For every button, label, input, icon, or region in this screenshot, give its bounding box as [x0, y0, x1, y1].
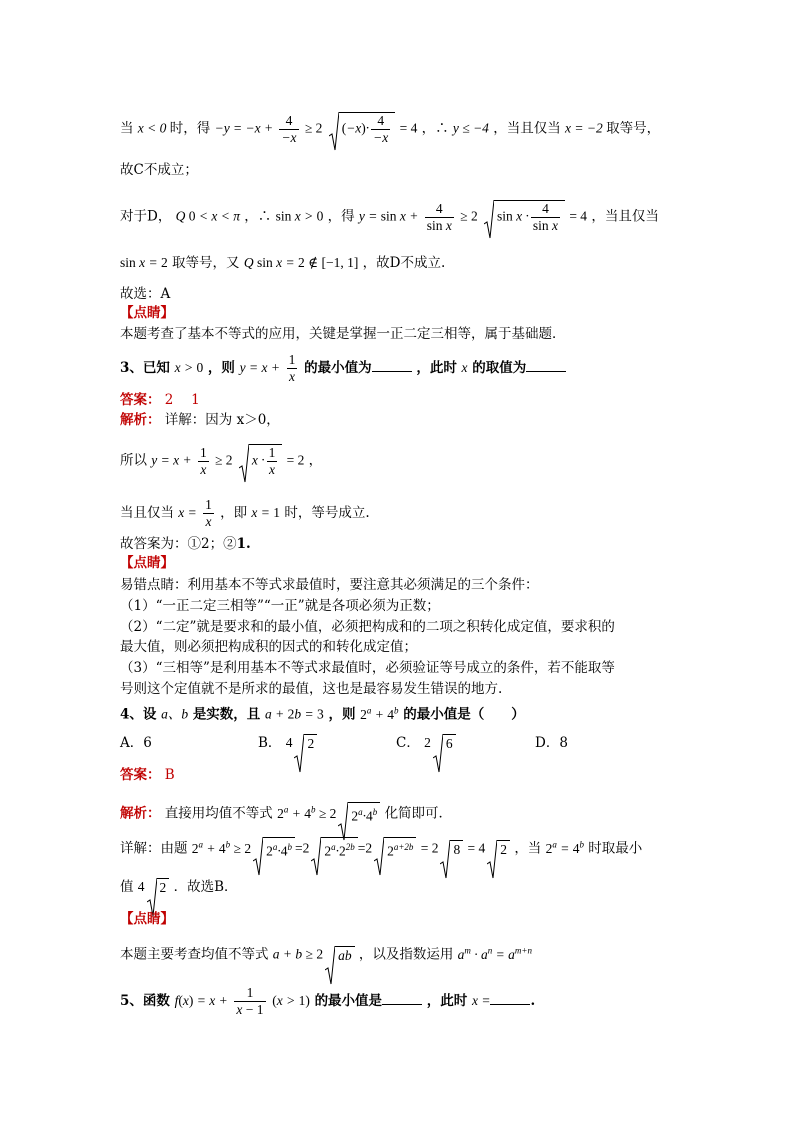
fraction: $\frac{1}{x - 1}$	[236, 985, 264, 1017]
fraction: $\frac{4}{\text{sin x}}$	[426, 200, 452, 233]
sqrt: sin x · $\frac{4}{\text{sin x}}$	[484, 200, 565, 234]
line-zhi	[120, 878, 238, 897]
text: 的最小值是	[314, 993, 383, 1009]
math: $2^a + 4^b$	[360, 705, 399, 722]
line-suoyi	[120, 444, 322, 478]
text: ，则	[328, 706, 356, 723]
text: ，	[308, 452, 323, 469]
math: x =	[178, 505, 197, 520]
math: = 4	[569, 208, 588, 224]
math: ≥ 2	[304, 120, 323, 136]
line-yicuo-3a	[120, 659, 615, 677]
line-gudaan	[120, 535, 251, 553]
text: 1.	[236, 536, 251, 552]
math: a + b ≥ 2	[272, 946, 324, 962]
answer-label: 答案：	[120, 767, 161, 783]
text: 4、设	[120, 706, 157, 723]
text: 故答案为：①2；②	[120, 536, 237, 552]
math: Q 0 < x < π	[175, 208, 240, 224]
section-dianjing-3	[120, 910, 174, 928]
sqrt: 2	[294, 734, 317, 753]
text: ，∴	[421, 120, 449, 137]
line-yicuo-2a	[120, 618, 615, 636]
text: 对于D，	[120, 208, 172, 225]
fraction: $\frac{4}{-x}$	[281, 112, 297, 145]
text: ，故D不成立.	[362, 255, 446, 271]
line-answer-a	[120, 285, 170, 303]
sqrt: 6	[433, 734, 456, 753]
fraction: $\frac{1}{x}$	[205, 497, 212, 529]
text: ，即	[220, 505, 248, 521]
math: a、b	[161, 706, 189, 722]
math: sin x = 2	[120, 255, 168, 270]
sqrt: $2^{a+2b}$	[374, 837, 416, 861]
text: B．	[258, 735, 282, 751]
line-c-false	[120, 161, 198, 179]
answer-4	[120, 766, 175, 784]
text: 是实数，且	[192, 706, 261, 723]
math: 4	[137, 879, 145, 894]
text: （1）“一正二定三相等”“一正”就是各项必须为正数；	[120, 598, 440, 614]
sqrt: x · $\frac{1}{x}$	[239, 444, 283, 478]
blank	[382, 1004, 422, 1005]
sqrt: $2^a\cdot 4^b$	[338, 802, 380, 826]
line-dangqie	[120, 497, 370, 530]
math: a + 2b = 3	[265, 706, 324, 722]
math: 4	[285, 735, 293, 750]
option-d	[535, 734, 568, 752]
line-yicuo	[120, 576, 539, 594]
math: −y = −x +	[214, 120, 274, 136]
text: ，此时	[426, 993, 468, 1009]
text: 【点睛】	[120, 555, 174, 571]
line-case-negative	[120, 112, 660, 146]
text: .	[530, 993, 536, 1009]
text: A．6	[120, 735, 152, 751]
option-a	[120, 734, 152, 752]
section-dianjing-2	[120, 554, 174, 572]
math: $2^a + 4^b \ge 2$	[191, 839, 252, 856]
line-summary-1	[120, 325, 566, 343]
text: 最大值，则必须把构成积的因式的和转化成定值；	[120, 639, 417, 655]
text: 【点睛】	[120, 305, 174, 321]
answer-label: 答案：	[120, 392, 161, 408]
math: y ≤ −4	[452, 120, 489, 136]
math: $2^a = 4^b$	[545, 839, 584, 856]
text: 取等号，又	[172, 255, 240, 271]
text: 【点睛】	[120, 911, 174, 927]
text: 直接用均值不等式	[164, 805, 273, 822]
text: 详解：因为 x＞0，	[164, 412, 280, 428]
text: ，此时	[416, 360, 457, 376]
analysis-label: 解析：	[120, 805, 161, 822]
line-yicuo-1	[120, 597, 440, 615]
analysis-4	[120, 800, 452, 826]
text: 当	[120, 120, 134, 137]
blank	[526, 371, 566, 372]
text: ，得	[327, 208, 355, 225]
text: 的最小值为	[304, 360, 372, 376]
text: 所以	[120, 452, 147, 469]
text: ，当	[514, 840, 542, 857]
text: ，∴	[244, 208, 272, 225]
text: 3、已知	[120, 360, 170, 376]
text: D．8	[535, 735, 568, 751]
math: $2^a + 4^b \ge 2$	[277, 804, 337, 821]
sqrt: ab	[325, 946, 355, 965]
text: C．	[396, 735, 420, 751]
sqrt: 8	[440, 840, 463, 859]
math: x > 0	[174, 360, 204, 375]
blank	[372, 371, 412, 372]
text: ，当且仅当	[591, 208, 659, 225]
math: x =	[471, 993, 491, 1008]
text: 值	[120, 879, 134, 895]
text: （3）“三相等”是利用基本不等式求最值时，必须验证等号成立的条件，若不能取等	[120, 660, 615, 676]
text: 时，等号成立.	[284, 505, 370, 521]
math: x < 0	[137, 120, 170, 136]
question-4	[120, 701, 525, 724]
line-benti	[120, 941, 532, 965]
math: 2	[424, 735, 431, 750]
answer-value: B	[164, 767, 175, 783]
math: = 2	[286, 452, 305, 468]
detail-4	[120, 835, 642, 861]
text: 当且仅当	[120, 505, 174, 521]
sqrt: (−x)· $\frac{4}{-x}$	[329, 112, 396, 146]
math: y = x +	[151, 452, 192, 468]
text: 本题考查了基本不等式的应用，关键是掌握一正二定三相等，属于基础题．	[120, 326, 566, 342]
answer-3	[120, 391, 200, 409]
math: x = 1	[251, 505, 281, 520]
blank	[490, 1004, 530, 1005]
text: 故C不成立；	[120, 162, 198, 178]
sqrt: 2	[487, 840, 510, 859]
math: Q sin x = 2 ∉ [−1, 1]	[243, 255, 359, 270]
text: 故选：A	[120, 286, 171, 302]
text: 化简即可．	[384, 805, 453, 822]
section-dianjing-1	[120, 304, 174, 322]
math: $a^m \cdot a^n = a^{m+n}$	[457, 945, 532, 962]
question-5	[120, 985, 535, 1018]
text: ，则	[207, 360, 235, 376]
math: = 4	[467, 840, 486, 856]
math: y = sin x +	[358, 208, 419, 224]
line-d	[120, 200, 659, 234]
text: 的取值为	[472, 360, 527, 376]
math: sin x > 0	[275, 208, 324, 224]
math: x	[461, 360, 468, 375]
text: ．故选B．	[173, 879, 238, 895]
line-d-cond	[120, 254, 445, 272]
math: = 4	[399, 120, 418, 136]
math: ≥ 2	[460, 208, 478, 224]
text: 号则这个定值就不是所求的最值，这也是最容易发生错误的地方.	[120, 681, 503, 697]
text: 易错点睛：利用基本不等式求最值时，要注意其必须满足的三个条件：	[120, 577, 539, 593]
text: ，以及指数运用	[358, 946, 454, 963]
line-yicuo-3b	[120, 680, 502, 698]
sqrt: 2	[147, 878, 170, 897]
math: (x > 1)	[272, 993, 310, 1008]
text: 的最小值是（ ）	[403, 706, 525, 723]
math: ≥ 2	[214, 452, 233, 468]
text: 详解：由题	[120, 840, 188, 857]
text: （2）“二定”就是要求和的最小值，必须把构成和的二项之积转化成定值，要求积的	[120, 619, 615, 635]
text: 时，得	[169, 120, 211, 137]
text: 取等号，	[606, 120, 661, 137]
option-c	[396, 734, 456, 753]
math: =2	[357, 840, 373, 856]
math: =2	[294, 840, 310, 856]
fraction: $\frac{1}{x}$	[199, 444, 207, 477]
analysis-label: 解析：	[120, 412, 161, 428]
line-yicuo-2b	[120, 638, 417, 656]
sqrt: $2^a\cdot 2^{2b}$	[311, 837, 357, 861]
text: 本题主要考查均值不等式	[120, 946, 269, 963]
sqrt: $2^a\cdot 4^b$	[253, 837, 295, 861]
text: 5、函数	[120, 993, 170, 1009]
math: y = x +	[239, 360, 280, 375]
option-b	[258, 734, 317, 753]
math: f(x) = x +	[174, 993, 228, 1008]
math: x = −2	[565, 120, 607, 136]
text: 时取最小	[588, 840, 643, 857]
fraction: $\frac{1}{x}$	[288, 352, 296, 384]
answer-value: 2 1	[164, 392, 200, 408]
analysis-3	[120, 411, 280, 429]
text: ，当且仅当	[493, 120, 561, 137]
question-3	[120, 352, 566, 385]
math: = 2	[420, 840, 439, 856]
